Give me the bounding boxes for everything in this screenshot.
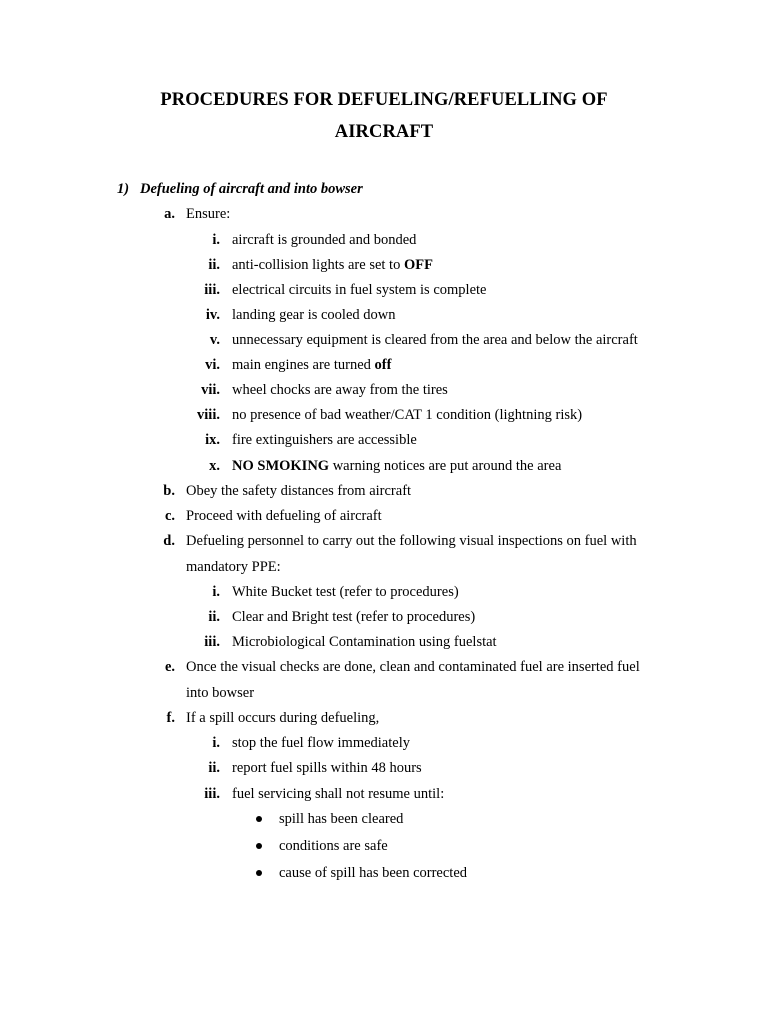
item-a-vii-mark: vii. (201, 382, 220, 398)
item-b-text: Obey the safety distances from aircraft (186, 483, 412, 499)
item-f-ii-mark: ii. (208, 760, 220, 776)
item-a-x-text: NO SMOKING warning notices are put around the area (232, 458, 562, 474)
item-a-ii-bold: OFF (403, 257, 433, 273)
item-c-mark: c. (164, 508, 175, 524)
item-a-i-mark: i. (212, 232, 220, 248)
item-a-v-mark: v. (209, 332, 220, 348)
section-title: Defueling of aircraft and into bowser (140, 181, 363, 197)
item-a-iii-text: electrical circuits in fuel system is complete (232, 282, 487, 298)
item-a-v-text: unnecessary equipment is cleared from the area and below the aircraft (232, 332, 638, 348)
bullet-item-1: spill has been cleared (279, 811, 404, 827)
bullet-item-2: conditions are safe (279, 838, 388, 854)
item-f-iii-mark: iii. (204, 786, 220, 802)
item-c-text: Proceed with defueling of aircraft (186, 508, 382, 524)
item-f-mark: f. (166, 710, 175, 726)
item-d-line-1: Defueling personnel to carry out the following visual inspections on fuel with (186, 533, 637, 549)
item-f-text: If a spill occurs during defueling, (186, 710, 380, 726)
item-f-i-text: stop the fuel flow immediately (232, 735, 410, 751)
item-a-iv-text: landing gear is cooled down (232, 307, 396, 323)
item-a-i-text: aircraft is grounded and bonded (232, 232, 417, 248)
item-d-ii-text: Clear and Bright test (refer to procedures) (232, 609, 476, 625)
item-a-vi-text: main engines are turned off (232, 357, 392, 373)
item-d-i-mark: i. (212, 584, 220, 600)
item-d-i-text: White Bucket test (refer to procedures) (232, 584, 459, 600)
item-a-vi-bold: off (374, 357, 392, 373)
item-a-mark: a. (164, 206, 175, 222)
section-number: 1) (117, 181, 130, 197)
item-a-iii-mark: iii. (204, 282, 220, 298)
item-a-ii-mark: ii. (208, 257, 220, 273)
item-e-line-2: into bowser (186, 685, 255, 701)
item-e-mark: e. (164, 659, 175, 675)
bullet-dot-icon (256, 843, 262, 849)
item-a-vii-text: wheel chocks are away from the tires (232, 382, 448, 398)
item-a-iv-mark: iv. (205, 307, 220, 323)
item-d-ii-mark: ii. (208, 609, 220, 625)
item-f-i-mark: i. (212, 735, 220, 751)
item-a-ii-text: anti-collision lights are set to OFF (232, 257, 433, 273)
item-a-ix-mark: ix. (205, 432, 220, 448)
bullet-dot-icon (256, 870, 262, 876)
item-d-iii-mark: iii. (204, 634, 220, 650)
document-title-line-1: PROCEDURES FOR DEFUELING/REFUELLING OF (160, 90, 608, 110)
bullet-dot-icon (256, 816, 262, 822)
item-a-x-bold: NO SMOKING (232, 458, 330, 474)
item-a-vi-mark: vi. (205, 357, 220, 373)
item-f-ii-text: report fuel spills within 48 hours (232, 760, 422, 776)
bullet-item-3: cause of spill has been corrected (279, 865, 468, 881)
item-d-mark: d. (163, 533, 175, 549)
item-e-line-1: Once the visual checks are done, clean and contaminated fuel are inserted fuel (186, 659, 640, 675)
item-a-ix-text: fire extinguishers are accessible (232, 432, 417, 448)
item-b-mark: b. (163, 483, 175, 499)
item-d-line-2: mandatory PPE: (186, 559, 281, 575)
item-a-x-mark: x. (209, 458, 220, 474)
item-a-viii-mark: viii. (197, 407, 220, 423)
item-d-iii-text: Microbiological Contamination using fuelstat (232, 634, 497, 650)
item-a-viii-text: no presence of bad weather/CAT 1 condition (lightning risk) (232, 407, 583, 423)
item-f-iii-text: fuel servicing shall not resume until: (232, 786, 445, 802)
document-title-line-2: AIRCRAFT (334, 122, 434, 142)
item-a-text: Ensure: (186, 206, 231, 222)
